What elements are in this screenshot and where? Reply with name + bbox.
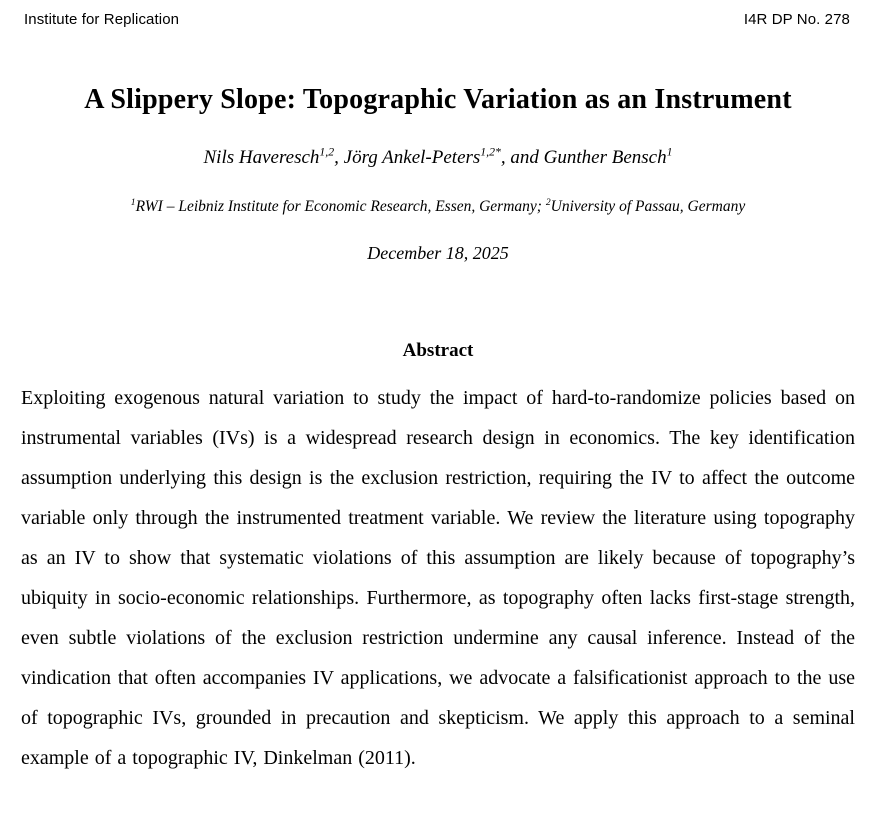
abstract-heading: Abstract — [402, 340, 474, 361]
affiliation-1-text: RWI – Leibniz Institute for Economic Research, Essen, Germany; — [135, 198, 546, 215]
author-3 — [544, 147, 673, 168]
affiliation-1-superscript: 1 — [130, 196, 136, 208]
affiliation-2-text: University of Passau, Germany — [550, 198, 746, 215]
author-1-affiliation-superscript: 1,2 — [319, 145, 335, 159]
running-header — [0, 0, 876, 28]
paper-date: December 18, 2025 — [367, 243, 509, 263]
header-institution: Institute for Replication — [24, 11, 180, 28]
affiliation-1 — [131, 198, 546, 215]
affiliation-2-superscript: 2 — [545, 196, 551, 208]
affiliation-line — [0, 198, 876, 216]
author-2-affiliation-superscript: 1,2* — [480, 145, 501, 159]
author-line — [0, 147, 876, 169]
author-3-name: Gunther Bensch — [543, 147, 667, 168]
author-2 — [344, 147, 544, 168]
abstract-text: Exploiting exogenous natural variation to study the impact of hard-to-randomize policies based on instrumental variables (IVs) is a widespread research design in economics. The key identification assumption underlying this design is the exclusion restriction, requiring the IV to affect the outcome variable only through the instrumented treatment variable. We review the literature using topography as an IV to show that systematic violations of this assumption are likely because of topography’s ubiquity in socio-economic relationships. Furthermore, as topography often lacks first-stage strength, even subtle violations of the exclusion restriction undermine any causal inference. Instead of the vindication that often accompanies IV applications, we advocate a falsificationist approach to the use of topographic IVs, grounded in precaution and skepticism. We apply this approach to a seminal example of a topographic IV, Dinkelman (2011). — [21, 387, 855, 769]
affiliation-2 — [546, 198, 745, 215]
header-paper-number: I4R DP No. 278 — [743, 11, 850, 28]
author-separator: , and — [500, 147, 544, 168]
author-1-name: Nils Haveresch — [203, 147, 320, 168]
author-3-affiliation-superscript: 1 — [666, 145, 673, 159]
paper-title: A Slippery Slope: Topographic Variation as an Instrument — [84, 84, 792, 115]
author-1 — [204, 147, 344, 168]
author-2-name: Jörg Ankel-Peters — [343, 147, 481, 168]
author-separator: , — [334, 147, 344, 168]
